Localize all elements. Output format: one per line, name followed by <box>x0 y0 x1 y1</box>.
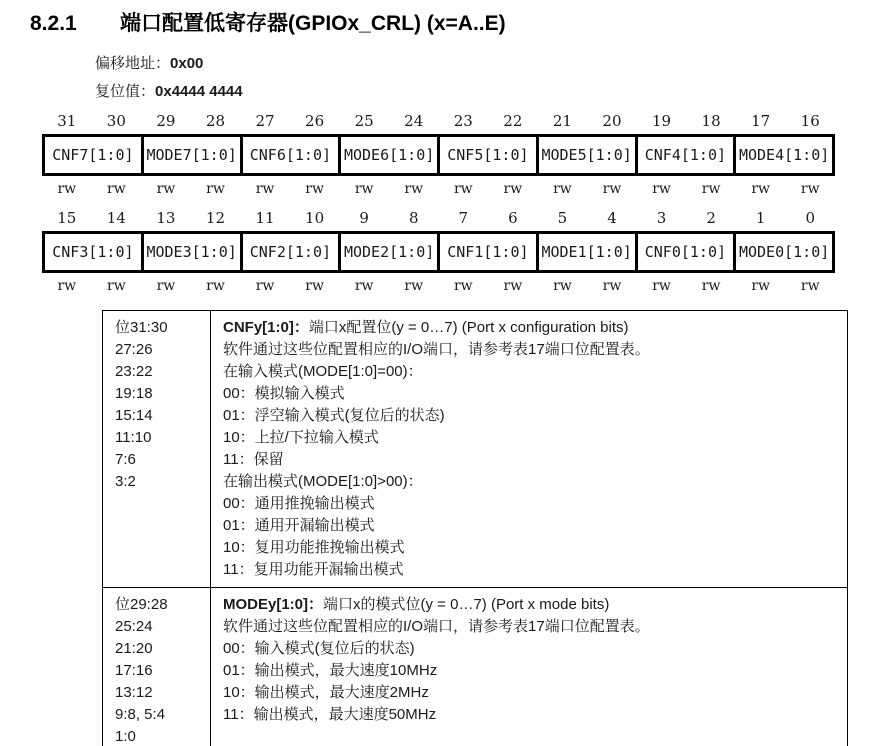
access-type: rw <box>652 181 671 197</box>
bit-number: 19 <box>651 112 672 130</box>
access-type: rw <box>553 278 572 294</box>
register-meta <box>95 50 870 106</box>
document-page <box>0 10 870 746</box>
desc-line: 11：输出模式，最大速度50MHz <box>223 706 437 723</box>
desc-line: 11：复用功能开漏输出模式 <box>223 561 404 578</box>
access-type: rw <box>107 181 126 197</box>
register-field-cell: CNF6[1:0] <box>240 137 339 173</box>
reset-value-label: 复位值： <box>95 84 156 100</box>
bit-range: 19:18 <box>115 385 153 402</box>
register-bitfield-lower <box>42 207 835 300</box>
desc-line: 00：模拟输入模式 <box>223 385 345 402</box>
bit-number: 30 <box>106 112 126 130</box>
offset-address-label: 偏移地址： <box>95 56 171 72</box>
access-type: rw <box>156 181 176 197</box>
access-type: rw <box>701 181 721 197</box>
register-field-cell: MODE6[1:0] <box>338 137 437 173</box>
access-type: rw <box>553 181 572 197</box>
table-row-cnf <box>103 311 847 587</box>
access-type: rw <box>652 278 671 294</box>
bit-number: 0 <box>805 209 815 227</box>
bit-range: 25:24 <box>115 618 153 635</box>
bit-number: 8 <box>408 209 419 227</box>
access-type: rw <box>503 278 523 294</box>
bit-number: 23 <box>453 112 473 130</box>
desc-line: 01：输出模式，最大速度10MHz <box>223 662 438 679</box>
register-field-cell: CNF7[1:0] <box>52 146 134 164</box>
bit-ranges-cell <box>103 311 211 587</box>
access-type: rw <box>354 278 374 294</box>
bit-range: 17:16 <box>115 662 153 679</box>
bit-number: 24 <box>404 112 424 130</box>
register-field-cell: MODE2[1:0] <box>338 234 437 270</box>
desc-line: 00：通用推挽输出模式 <box>223 495 375 512</box>
desc-line: 软件通过这些位配置相应的I/O端口，请参考表17端口位配置表。 <box>223 341 650 358</box>
bit-range: 位31:30 <box>115 319 168 336</box>
access-type: rw <box>751 278 770 294</box>
access-type: rw <box>404 278 424 294</box>
bit-number: 15 <box>57 209 77 227</box>
register-fields-row-upper <box>42 134 835 176</box>
bit-number: 29 <box>156 112 176 130</box>
offset-address-line <box>95 50 870 78</box>
desc-line: 00：输入模式(复位后的状态) <box>223 640 415 657</box>
access-type: rw <box>107 278 126 294</box>
bit-range: 9:8, 5:4 <box>115 706 166 723</box>
access-type: rw <box>453 181 473 197</box>
desc-line: 在输入模式(MODE[1:0]=00)： <box>223 363 423 380</box>
desc-line: 01：通用开漏输出模式 <box>223 517 375 534</box>
field-name: MODEy[1:0]： <box>223 596 324 613</box>
access-type: rw <box>602 278 622 294</box>
bit-range: 3:2 <box>115 473 136 490</box>
bit-number: 6 <box>508 209 518 227</box>
desc-line: 在输出模式(MODE[1:0]>00)： <box>223 473 423 490</box>
field-description-lines <box>223 339 841 581</box>
bit-number: 3 <box>656 209 667 227</box>
access-type: rw <box>305 278 324 294</box>
bit-numbers-row-upper <box>42 110 835 134</box>
access-type: rw <box>206 181 225 197</box>
bit-range: 13:12 <box>115 684 153 701</box>
access-type: rw <box>305 181 324 197</box>
field-title-line <box>223 317 841 339</box>
reset-value-value: 0x4444 4444 <box>155 83 243 100</box>
register-field-cell: MODE3[1:0] <box>141 234 240 270</box>
bit-number: 31 <box>57 112 77 130</box>
access-type: rw <box>57 278 77 294</box>
bit-range: 15:14 <box>115 407 153 424</box>
bit-number: 10 <box>305 209 325 227</box>
bit-range: 23:22 <box>115 363 153 380</box>
bit-number: 1 <box>755 209 766 227</box>
bit-range: 7:6 <box>115 451 136 468</box>
bit-number: 16 <box>800 112 820 130</box>
field-title: 端口x的模式位(y = 0…7) (Port x mode bits) <box>323 596 610 613</box>
access-type: rw <box>503 181 523 197</box>
register-field-cell: CNF2[1:0] <box>240 234 339 270</box>
register-field-cell: CNF3[1:0] <box>52 243 134 261</box>
access-type: rw <box>255 278 275 294</box>
access-row-upper <box>42 176 835 203</box>
register-field-cell: MODE5[1:0] <box>536 137 635 173</box>
field-title: 端口x配置位(y = 0…7) (Port x configuration bits) <box>308 319 629 336</box>
field-description-cell <box>211 588 847 746</box>
desc-line: 10：上拉/下拉输入模式 <box>223 429 379 446</box>
desc-line: 11：保留 <box>223 451 284 468</box>
access-type: rw <box>404 181 424 197</box>
bit-number: 11 <box>255 209 275 227</box>
bit-number: 22 <box>503 112 523 130</box>
access-type: rw <box>602 181 622 197</box>
register-field-cell: MODE1[1:0] <box>536 234 635 270</box>
access-type: rw <box>800 181 820 197</box>
bit-range: 21:20 <box>115 640 153 657</box>
page-title: 端口配置低寄存器(GPIOx_CRL) (x=A..E) <box>120 12 506 35</box>
bit-number: 27 <box>255 112 275 130</box>
bit-range: 1:0 <box>115 728 136 745</box>
access-type: rw <box>751 181 770 197</box>
register-field-cell: CNF4[1:0] <box>635 137 734 173</box>
access-type: rw <box>255 181 275 197</box>
section-number: 8.2.1 <box>30 12 77 35</box>
bit-number: 25 <box>354 112 374 130</box>
register-field-cell: CNF5[1:0] <box>437 137 536 173</box>
bit-ranges-cell <box>103 588 211 746</box>
bit-number: 14 <box>106 209 126 227</box>
register-fields-row-lower <box>42 231 835 273</box>
offset-address-value: 0x00 <box>170 55 204 72</box>
bit-number: 5 <box>557 209 568 227</box>
access-type: rw <box>800 278 820 294</box>
bit-number: 9 <box>359 209 369 227</box>
desc-line: 01：浮空输入模式(复位后的状态) <box>223 407 445 424</box>
field-title-line <box>223 594 841 616</box>
register-field-cell: MODE4[1:0] <box>733 137 832 173</box>
field-description-lines <box>223 616 841 726</box>
bit-number: 17 <box>751 112 771 130</box>
bit-description-table <box>102 310 848 746</box>
access-type: rw <box>156 278 176 294</box>
reset-value-line <box>95 78 870 106</box>
bit-range: 11:10 <box>115 429 152 446</box>
bit-number: 28 <box>205 112 226 130</box>
field-description-cell <box>211 311 847 587</box>
register-bitfield-upper <box>42 110 835 203</box>
register-field-cell: MODE7[1:0] <box>141 137 240 173</box>
field-name: CNFy[1:0]： <box>223 319 309 336</box>
access-type: rw <box>57 181 77 197</box>
bit-number: 18 <box>701 112 721 130</box>
register-field-cell: CNF0[1:0] <box>635 234 734 270</box>
desc-line: 10：复用功能推挽输出模式 <box>223 539 405 556</box>
access-type: rw <box>206 278 225 294</box>
bit-number: 12 <box>205 209 226 227</box>
desc-line: 软件通过这些位配置相应的I/O端口，请参考表17端口位配置表。 <box>223 618 650 635</box>
access-type: rw <box>354 181 374 197</box>
bit-number: 20 <box>602 112 622 130</box>
bit-number: 13 <box>156 209 176 227</box>
bit-number: 7 <box>458 209 469 227</box>
bit-range: 位29:28 <box>115 596 168 613</box>
bit-numbers-row-lower <box>42 207 835 231</box>
desc-line: 10：输出模式，最大速度2MHz <box>223 684 429 701</box>
bit-range: 27:26 <box>115 341 153 358</box>
bit-number: 26 <box>305 112 325 130</box>
table-row-mode <box>103 587 847 746</box>
bit-number: 2 <box>706 209 716 227</box>
access-type: rw <box>701 278 721 294</box>
section-heading <box>30 10 870 38</box>
register-field-cell: MODE0[1:0] <box>733 234 832 270</box>
bit-number: 21 <box>552 112 572 130</box>
access-row-lower <box>42 273 835 300</box>
access-type: rw <box>453 278 473 294</box>
register-field-cell: CNF1[1:0] <box>437 234 536 270</box>
bit-number: 4 <box>607 209 617 227</box>
